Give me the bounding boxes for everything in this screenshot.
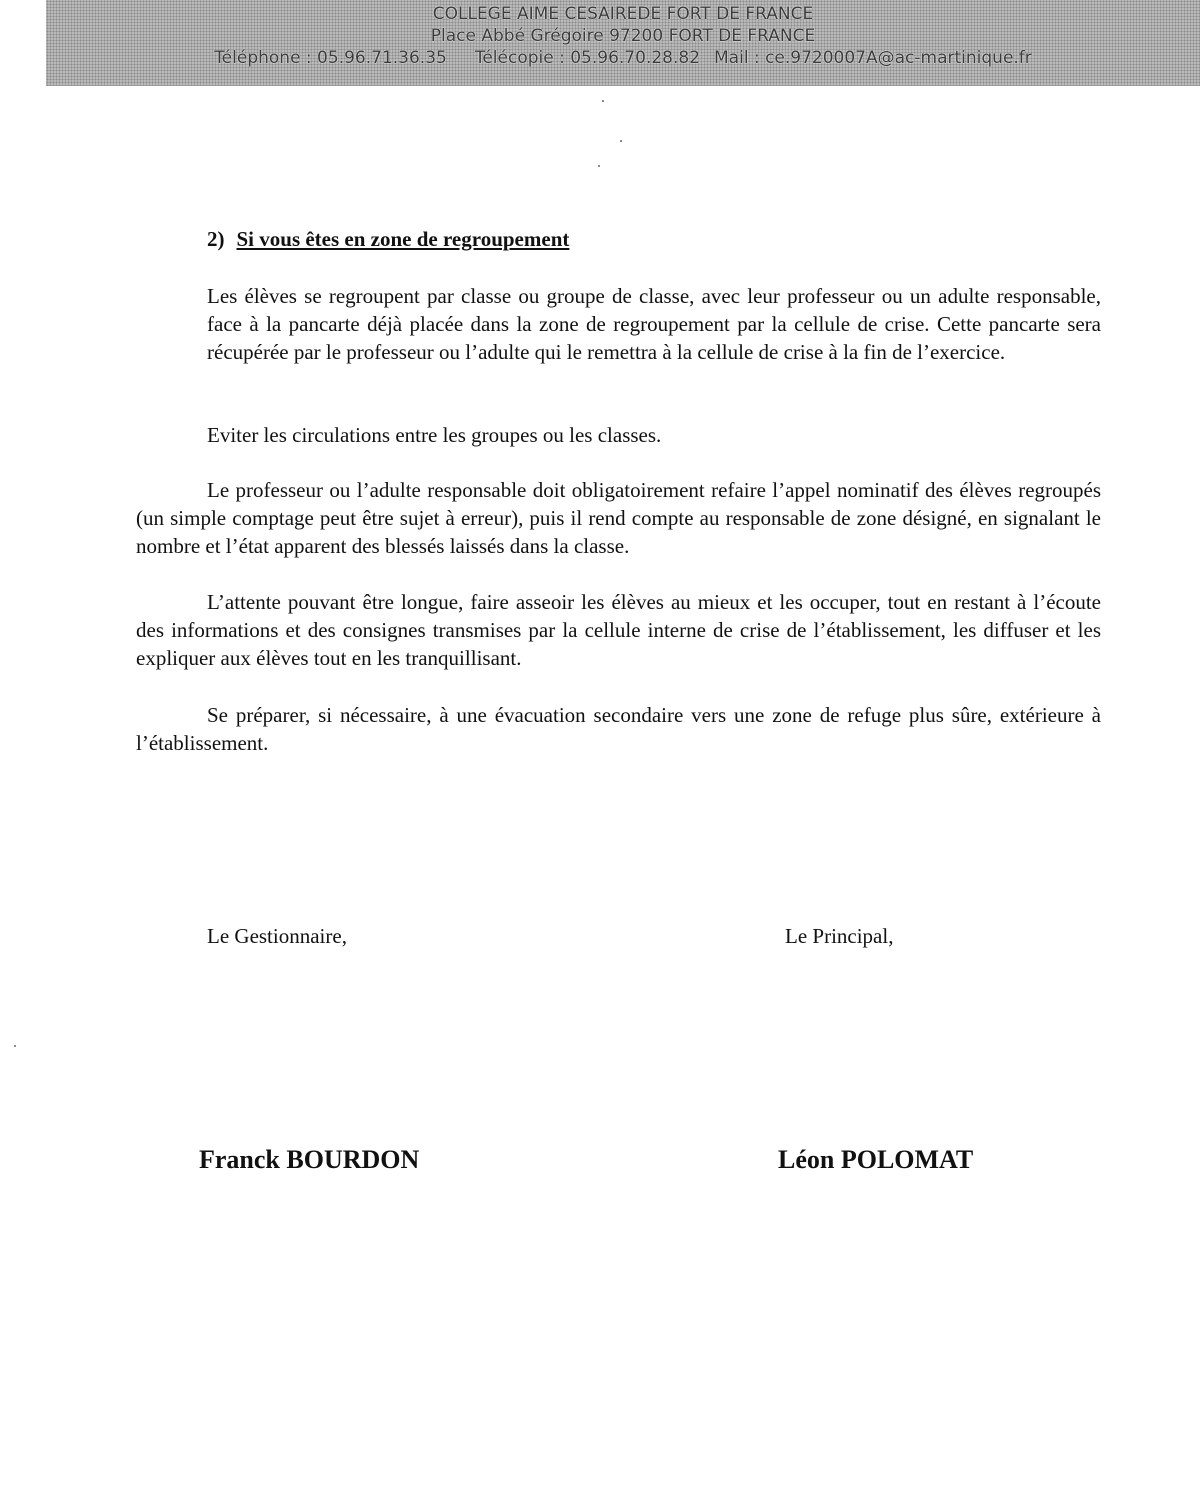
paragraph-regroupement: Les élèves se regroupent par classe ou groupe de classe, avec leur professeur ou un adulte responsable, face à la pancarte déjà placée dans la zone de regroupement par la cellule de crise. Cette pancarte sera récupérée par le professeur ou l’adulte qui le remettra à la cellule de crise à la fin de l’exercice. bbox=[207, 284, 1101, 364]
section-title: Si vous êtes en zone de regroupement bbox=[236, 227, 570, 251]
fax-number: Télécopie : 05.96.70.28.82 bbox=[474, 48, 701, 68]
scan-speck bbox=[14, 1045, 16, 1047]
contact-line bbox=[46, 47, 1200, 69]
right-signatory-name: Léon POLOMAT bbox=[778, 1145, 974, 1174]
paragraph-attente: L’attente pouvant être longue, faire asseoir les élèves au mieux et les occuper, tout en restant à l’écoute des informations et des consignes transmises par la cellule interne de crise de l’établissement, les diffuser et les expliquer aux élèves tout en les tranquillisant. bbox=[136, 590, 1101, 670]
school-address: Place Abbé Grégoire 97200 FORT DE FRANCE bbox=[430, 26, 816, 46]
right-signatory-role: Le Principal, bbox=[785, 924, 894, 948]
left-signatory-name: Franck BOURDON bbox=[199, 1145, 420, 1174]
scan-speck bbox=[620, 140, 622, 142]
scan-speck bbox=[602, 100, 604, 102]
letterhead bbox=[46, 0, 1200, 86]
paragraph-appel: Le professeur ou l’adulte responsable doit obligatoirement refaire l’appel nominatif des élèves regroupés (un simple comptage peut être sujet à erreur), puis il rend compte au responsable de zone désigné, en signalant le nombre et l’état apparent des blessés laissés dans la classe. bbox=[136, 478, 1101, 558]
section-number: 2) bbox=[207, 227, 225, 251]
phone-number: Téléphone : 05.96.71.36.35 bbox=[214, 48, 447, 68]
paragraph-circulations: Eviter les circulations entre les groupes ou les classes. bbox=[207, 423, 662, 447]
email-address: Mail : ce.9720007A@ac-martinique.fr bbox=[714, 48, 1032, 68]
section-heading bbox=[207, 227, 569, 252]
scan-speck bbox=[598, 165, 600, 167]
left-signatory-role: Le Gestionnaire, bbox=[207, 924, 347, 948]
school-name: COLLEGE AIME CESAIREDE FORT DE FRANCE bbox=[432, 4, 814, 24]
paragraph-evacuation: Se préparer, si nécessaire, à une évacuation secondaire vers une zone de refuge plus sûre, extérieure à l’établissement. bbox=[136, 703, 1101, 755]
